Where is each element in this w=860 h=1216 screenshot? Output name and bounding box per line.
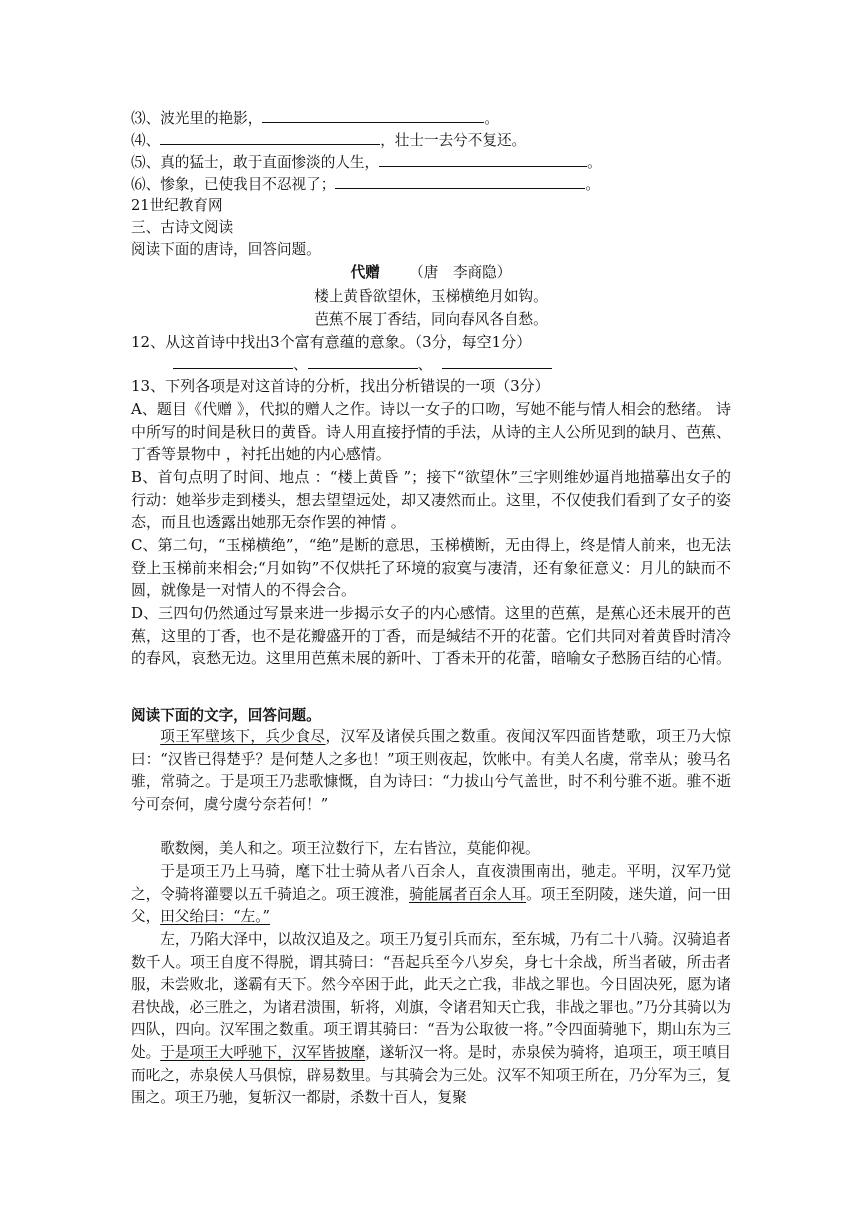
watermark-line: 21世纪教育网 xyxy=(131,197,223,214)
section-title: 三、古诗文阅读 xyxy=(131,219,234,236)
answer-blank[interactable] xyxy=(335,174,585,189)
answer-blank[interactable] xyxy=(262,108,484,123)
fill-item-6: ⑹、惨象，已使我目不忍视了； 。 xyxy=(131,176,600,193)
answer-blank[interactable] xyxy=(173,354,293,369)
answer-blank[interactable] xyxy=(442,354,552,369)
option-b: B、首句点明了时间、地点 ：“楼上黄昏 ”；接下“欲望休”三字则维妙逼肖地描摹出女子的行动：她举步走到楼头，想去望望远处，却又凄然而止。这里，不仅使我们看到了女子的姿态，而且也透露出她那无奈作罢的神情 。 xyxy=(131,468,732,532)
passage-paragraph-2: 歌数阕，美人和之。项王泣数行下，左右皆泣，莫能仰视。 xyxy=(160,840,540,857)
passage-paragraph-1: 项王军壁垓下，兵少食尽，汉军及诸侯兵围之数重。夜闻汉军四面皆楚歌，项王乃大惊曰：“汉皆已得楚乎？是何楚人之多也！”项王则夜起，饮帐中。有美人名虞，常幸从；骏马名骓，常骑之。于是项王乃悲歌慷慨，自为诗曰：“力拔山兮气盖世，时不利兮骓不逝。骓不逝兮可奈何，虞兮虞兮奈若何！” xyxy=(131,728,731,813)
fill-item-3: ⑶、波光里的艳影， 。 xyxy=(131,110,499,127)
poem-heading xyxy=(131,263,731,283)
poem-line-2: 芭蕉不展丁香结，同向春风各自愁。 xyxy=(314,311,548,328)
question-12-blanks: 、 、 xyxy=(131,354,731,374)
question-12: 12、从这首诗中找出3个富有意蕴的意象。（3分，每空1分） xyxy=(131,333,532,351)
passage-paragraph-5: 于是项王大呼驰下，汉军皆披靡，遂斩汉一将。是时，赤泉侯为骑将，追项王，项王嗔目而叱之，赤泉侯人马俱惊，辟易数里。与其骑会为三处。汉军不知项王所在，乃分军为三，复围之。项王乃驰，复斩汉一都尉，杀数十百人，复聚 xyxy=(131,1044,731,1107)
fill-item-4: ⑷、 ，壮士一去兮不复还。 xyxy=(131,132,527,149)
option-c: C、第二句，“玉梯横绝”，“绝”是断的意思，玉梯横断，无由得上，终是情人前来，也无法登上玉梯前来相会;“月如钩”不仅烘托了环境的寂寞与凄清，还有象征意义：月儿的缺而不圆，就像是一对情人的不得会合。 xyxy=(131,536,731,600)
option-a: A、题目《代赠 》，代拟的赠人之作。诗以一女子的口吻，写她不能与情人相会的愁绪。 诗中所写的时间是秋日的黄昏。诗人用直接抒情的手法，从诗的主人公所见到的缺月、芭蕉、丁香等景物中 ，衬托出她的内心感情。 xyxy=(131,400,732,464)
option-d: D、三四句仍然通过写景来进一步揭示女子的内心感情。这里的芭蕉，是蕉心还未展开的芭蕉，这里的丁香，也不是花瓣盛开的丁香，而是缄结不开的花蕾。它们共同对着黄昏时清冷的春风，哀愁无边。这里用芭蕉未展的新叶、丁香未开的花蕾，暗喻女子愁肠百结的心情。 xyxy=(131,604,732,668)
answer-blank[interactable] xyxy=(379,152,587,167)
poem-author: （唐 李商隐） xyxy=(409,264,512,281)
answer-blank[interactable] xyxy=(308,354,418,369)
poem-title: 代赠 xyxy=(350,264,380,281)
passage-paragraph-3: 于是项王乃上马骑，麾下壮士骑从者八百余人，直夜溃围南出，驰走。平明，汉军乃觉之，令骑将灌婴以五千骑追之。项王渡淮，骑能属者百余人耳。项王至阴陵，迷失道，问一田父，田父绐曰：“左。” xyxy=(131,863,731,926)
passage-paragraph-4: 左，乃陷大泽中，以故汉追及之。项王乃复引兵而东，至东城，乃有二十八骑。汉骑追者数千人。项王自度不得脱，谓其骑曰：“吾起兵至今八岁矣，身七十余战，所当者破，所击者服，未尝败北，遂霸有天下。然今卒困于此，此天之亡我，非战之罪也。今日固决死，愿为诸君快战，必三胜之，为诸君溃围，斩将，刈旗，令诸君知天亡我，非战之罪也。”乃分其骑以为四队，四向。汉军围之数重。项王谓其骑曰：“吾为公取彼一将。”令四面骑驰下，期山东为三处。 xyxy=(131,931,731,1061)
poem-line-1: 楼上黄昏欲望休，玉梯横绝月如钩。 xyxy=(314,288,548,305)
poem-intro: 阅读下面的唐诗，回答问题。 xyxy=(131,241,321,258)
answer-blank[interactable] xyxy=(160,130,380,145)
reading-title: 阅读下面的文字，回答问题。 xyxy=(131,707,321,724)
question-13: 13、下列各项是对这首诗的分析，找出分析错误的一项（3分） xyxy=(131,377,550,395)
fill-item-5: ⑸、真的猛士，敢于直面惨淡的人生， 。 xyxy=(131,154,602,171)
